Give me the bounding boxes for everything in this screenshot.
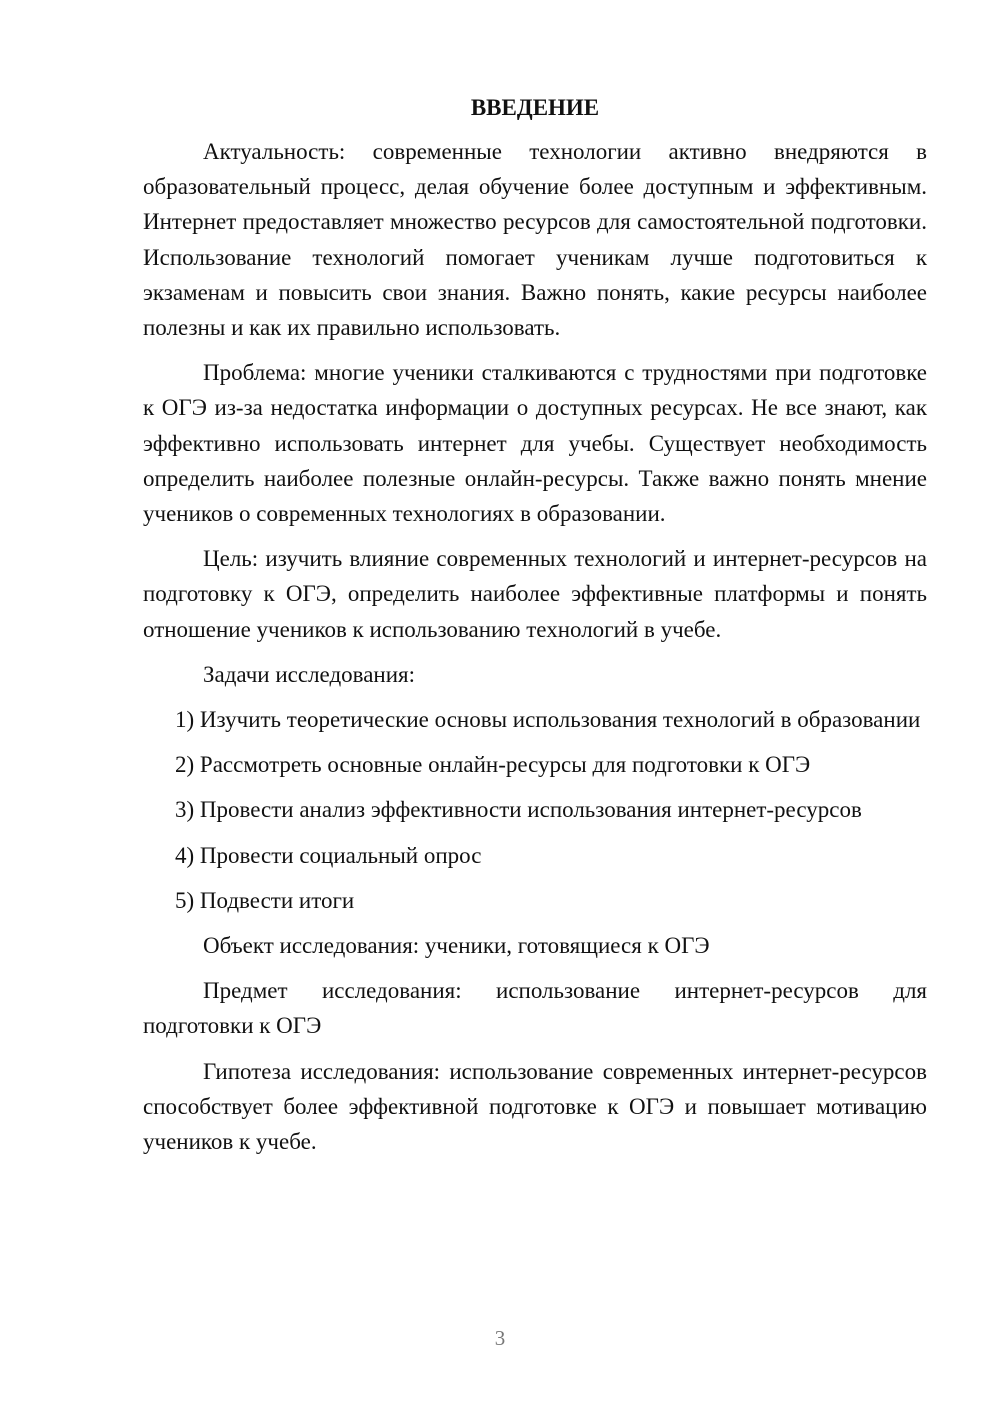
paragraph-problem: Проблема: многие ученики сталкиваются с трудностями при подготовке к ОГЭ из-за недостатка информации о доступных ресурсах. Не все знают, как эффективно использовать интернет для учебы. Существует необходимость определить наиболее полезные онлайн-ресурсы. Также важно понять мнение учеников о современных технологиях в образовании. [143,360,927,527]
document-page [143,90,927,1169]
paragraph-goal: Цель: изучить влияние современных технологий и интернет-ресурсов на подготовку к ОГЭ, определить наиболее эффективные платформы и понять отношение учеников к использованию технологий в учебе. [143,546,927,642]
list-item: 4) Провести социальный опрос [175,842,482,868]
paragraph-subject: Предмет исследования: использование интернет-ресурсов для подготовки к ОГЭ [143,978,927,1039]
list-item: 3) Провести анализ эффективности использования интернет-ресурсов [175,797,862,823]
list-item: 2) Рассмотреть основные онлайн-ресурсы для подготовки к ОГЭ [175,752,811,778]
paragraph-hypothesis: Гипотеза исследования: использование современных интернет-ресурсов способствует более эффективной подготовке к ОГЭ и повышает мотивацию учеников к учебе. [143,1058,927,1155]
list-item: 5) Подвести итоги [175,887,355,913]
paragraph-relevance: Актуальность: современные технологии активно внедряются в образовательный процесс, делая обучение более доступным и эффективным. Интернет предоставляет множество ресурсов для самостоятельной подготовки. Использование технологий помогает ученикам лучше подготовиться к экзаменам и повысить свои знания. Важно понять, какие ресурсы наиболее полезны и как их правильно использовать. [143,139,927,341]
page-number: 3 [494,1326,506,1350]
section-heading: ВВЕДЕНИЕ [470,95,600,120]
paragraph-object: Объект исследования: ученики, готовящиеся к ОГЭ [203,933,710,959]
tasks-heading: Задачи исследования: [203,661,416,687]
list-item: 1) Изучить теоретические основы использования технологий в образовании [175,707,921,733]
